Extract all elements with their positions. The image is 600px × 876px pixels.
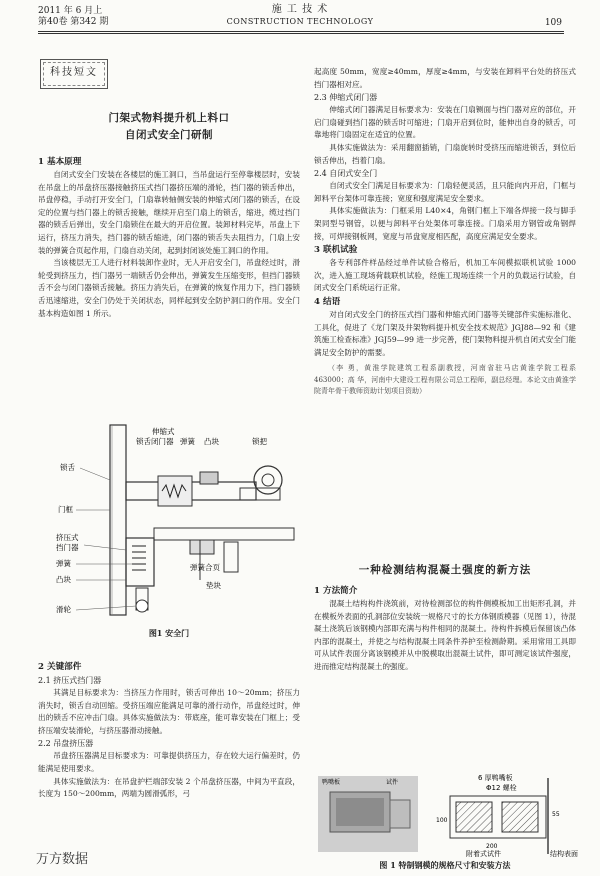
paragraph: 伸缩式闭门器满足目标要求为：安装在门扇铡面与挡门器对应的部位，开启门扇碰到挡门器的锁舌时可缩进；门扇开启到位时，能伸出自身的锁舌，可靠地将门扇固定在适宜的位置。: [314, 105, 576, 140]
figure-steel-mold: [316, 770, 578, 858]
label-gap: 6 厚鸭嘴板: [478, 774, 513, 782]
page-number: 109: [544, 18, 562, 28]
wanfang-logo: 万方数据: [36, 852, 89, 867]
figure2-caption: 图 1 特制钢模的规格尺寸和安装方法: [379, 860, 511, 870]
subsection-heading: 2.2 吊盘挤压器: [38, 739, 94, 749]
paragraph: 其满足目标要求为：当挤压力作用时，锁舌可伸出 10～20mm；挤压力消失时，锁舌自动回缩。受挤压端应能满足可靠的滑行动作，吊盘经过时，伸出的锁舌不应冲击门扇。具体实施做法为：带底座，能可靠安装在门框上；受挤压端安装滑轮，与挤压器滑动接触。: [38, 688, 300, 735]
figure1-caption: 图1 安全门: [148, 628, 190, 638]
section-heading: 1 方法简介: [314, 586, 358, 596]
issue-info: [38, 6, 108, 28]
paragraph: 自闭式安全门安装在各楼层的施工洞口，当吊盘运行至停靠楼层时，安装在吊盘上的吊盘挤压器接触挤压式挡门器挤压端的滑轮，挡门器的锁舌伸出，吊盘停稳，手动打开安全门，门扇靠转轴侧安装的伸缩式闭门器的锁舌，在设定的位置与挡门器上的锁舌接触，继续开启至门扇上的锁舌，缩进，缆过挡门器的锁舌后弹出，安全门扇锁住在最大的开启位置。装卸材料完毕，吊盘上下运行，挤压力消失，挡门器的锁舌缩进，闭门器的锁舌失去阻挡力，门扇上安装的弹簧合页起作用，门扇自动关闭，起到封闭该处施工洞口的作用。: [38, 170, 300, 255]
subsection-heading: 2.3 伸缩式闭门器: [314, 93, 378, 103]
safety-door-diagram: [40, 420, 300, 620]
label-cam-bot: 凸块: [56, 575, 71, 584]
label-pusher2: 挡门器: [56, 543, 79, 552]
photo-label-1: 鸭嘴板: [322, 779, 341, 786]
steel-mold-figure: [316, 770, 578, 858]
label-latch: 锁把: [252, 437, 267, 446]
paragraph: 具体实施做法为：在吊盘护栏端部安装 2 个吊盘挤压器，中间为平直段，长度为 150～200mm，两端为圆滑弧形，弓: [38, 776, 300, 799]
article1-section1: [38, 155, 300, 320]
journal-name-cn: 施 工 技 术: [271, 4, 329, 15]
label-spring-bot: 弹簧: [56, 559, 71, 568]
label-frame: 门框: [58, 505, 73, 514]
article1-section2: [38, 660, 300, 801]
paragraph: 自闭式安全门满足目标要求为：门扇轻便灵活，且只能向内开启，门框与卸料平台架体可靠连接；宽度和强度满足安全要求。: [314, 181, 576, 203]
article2-title: 一种检测结构混凝土强度的新方法: [358, 564, 532, 576]
article1-title-line2: 自闭式安全门研制: [125, 129, 213, 141]
article1-title: [38, 110, 300, 144]
article1-continued: [314, 66, 576, 398]
label-hinge: 弹簧合页: [190, 563, 220, 572]
subsection-heading: 2.4 自闭式安全门: [314, 169, 378, 179]
label-tongue: 锁舌: [60, 463, 75, 472]
label-bolt: Φ12 螺栓: [486, 784, 517, 792]
figure-safety-door: [40, 420, 300, 620]
paragraph: 混凝土结构构件浇筑前，对待检测部位的构件侧模板加工出矩形孔洞，并在模板外表面的孔洞部位安装统一规格尺寸的长方体钢质模器（见图 1），待混凝土浇筑后该钢模内部即充满与构件相同的混凝土。待构件拆模后保留该凸体内部的混凝土，并使之与结构混凝土同条件养护至检测龄期。采用常用工具即可从试件表面分离该钢模并从中脱模取出混凝土试件，即可测定该试件强度，进而推定结构混凝土的强度。: [314, 599, 576, 671]
section-heading: 4 结语: [314, 296, 341, 307]
paragraph: 当该楼层无工人进行材料装卸作业时，无人开启安全门，吊盘经过时，滑轮受到挤压力，挡门器另一端锁舌仍会伸出，弹簧发生压缩变形，但挡门器锁舌不会与闭门器锁舌接触。挤压力消失后，在弹簧的恢复作用力下，挡门器锁舌迅速缩进，安全门仍处于关闭状态，同样起到安全防护洞口的作用。安全门基本构造如图 1 所示。: [38, 258, 300, 318]
label-retract: 伸缩式: [152, 427, 175, 436]
paragraph: 具体实施做法为：门框采用 L40×4，角钢门框上下端各焊接一段与脚手架同型号钢管，以便与卸料平台处架体可靠连接。门扇采用方钢管或角钢焊接，可焊接钢板网，宽度与吊盘宽度相匹配，高度应满足安全要求。: [314, 206, 576, 241]
header-rule: [38, 31, 564, 32]
label-pad: 垫块: [206, 581, 221, 590]
paragraph: 对自闭式安全门的挤压式挡门器和伸缩式闭门器等关键部件实施标准化、工具化，促进了《龙门架及井架物料提升机安全技术规范》JGJ88—92 和《建筑施工检查标准》JGJ59—99 进一步完善，使门架物料提升机自闭式安全门能满足安全防护的需要。: [314, 309, 576, 357]
paragraph: 起高度 50mm，宽度≥40mm，厚度≥4mm，与安装在卸料平台处的挤压式挡门器相对应。: [314, 67, 576, 89]
article2-section1: [314, 584, 576, 674]
journal-name-en: CONSTRUCTION TECHNOLOGY: [226, 17, 374, 26]
paragraph: 各专利部件样品经过单件试验合格后，机加工车间模拟联机试验 1000 次，进入施工现场荷载联机试验，经施工现场连续一个月的负载运行试验，自闭式安全门系统运行正常。: [314, 258, 576, 293]
label-pusher1: 挤压式: [56, 533, 79, 542]
journal-name: [200, 4, 400, 28]
article1-title-line1: 门架式物料提升机上料口: [108, 112, 230, 124]
section-tag: 科技短文: [40, 59, 108, 89]
header-rule-2: [38, 33, 564, 34]
section-heading: 3 联机试验: [314, 245, 358, 256]
section-heading: 2 关键部件: [38, 662, 82, 672]
dim-100a: 100: [436, 817, 448, 824]
photo-label-2: 试件: [386, 779, 399, 786]
author-note: （李 勇，黄淮学院建筑工程系副教授，河南省驻马店黄淮学院工程系 463000；高 华，河南中大建设工程有限公司总工程师，副总经理。本论文由黄淮学院青年骨干教师资助计划项目资助）: [314, 364, 576, 396]
dim-200: 200: [486, 843, 498, 850]
section-heading: 1 基本原理: [38, 157, 82, 167]
label-cam-top: 凸块: [204, 437, 219, 446]
label-surface: 结构表面: [550, 850, 578, 858]
label-retract2: 锁舌闭门器: [136, 437, 174, 446]
paragraph: 吊盘挤压器满足目标要求为：可靠提供挤压力，存在较大运行偏差时，仍能满足使用要求。: [38, 751, 300, 773]
issue-date: 2011 年 6 月上: [38, 6, 103, 16]
issue-volume: 第40卷 第342 期: [38, 17, 109, 27]
label-specimen: 附着式试件: [466, 850, 501, 858]
subsection-heading: 2.1 挤压式挡门器: [38, 676, 102, 685]
label-spring-top: 弹簧: [180, 437, 195, 446]
label-roller: 滑轮: [56, 605, 71, 614]
dim-55: 55: [552, 811, 560, 818]
paragraph: 具体实施做法为：采用翻窗插销，门扇旋转时受挤压而缩进锁舌，到位后锁舌伸出，挡着门扇。: [314, 142, 576, 165]
